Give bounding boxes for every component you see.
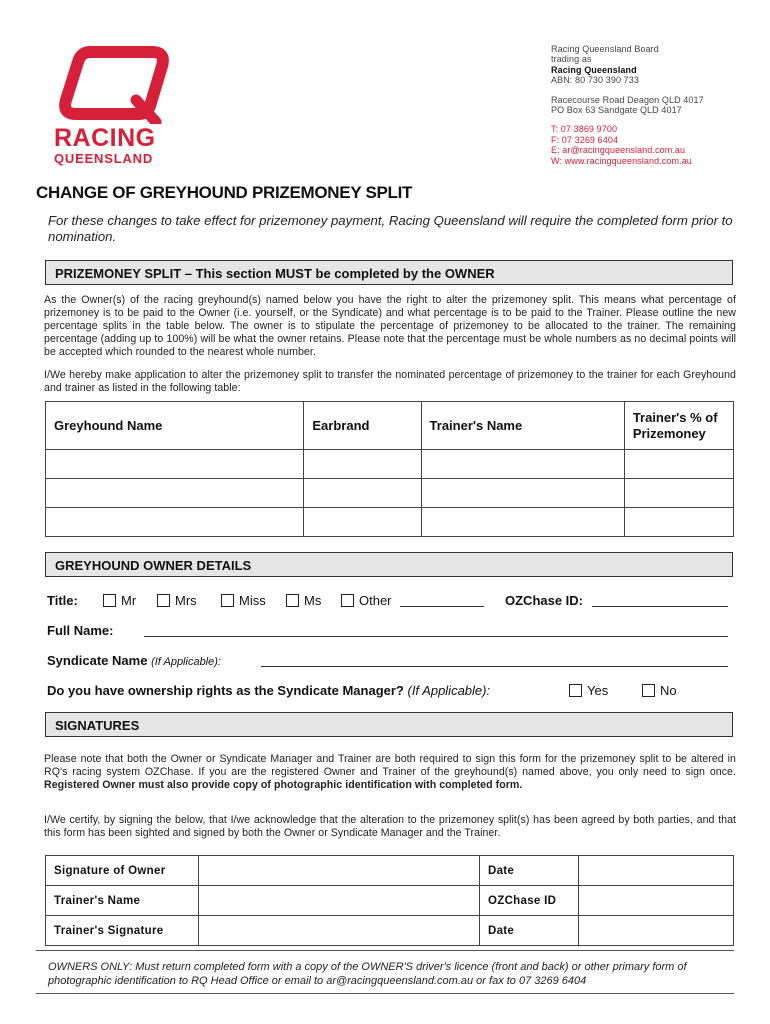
cell-trainers-name[interactable]: [421, 508, 624, 537]
sig-owner-label: Signature of Owner: [46, 856, 199, 886]
contact-abn: ABN: 80 730 390 733: [551, 75, 639, 86]
greyhound-table: [45, 401, 734, 537]
cell-trainers-name[interactable]: [421, 450, 624, 479]
application-statement: I/We hereby make application to alter the prizemoney split to transfer the nominated percentage of prizemoney to the trainer for each Greyhound and trainer as listed in the following table:: [44, 369, 736, 394]
certification-statement: I/We certify, by signing the below, that I/we acknowledge that the alteration to the prizemoney split(s) has been agreed by both parties, and that this form has been sighted and signed by both the Owner or Syndicate Manager and the Trainer.: [44, 814, 736, 839]
table-row: [46, 479, 734, 508]
title-option-other[interactable]: Other: [341, 593, 392, 608]
cell-earbrand[interactable]: [304, 479, 421, 508]
section-owner-details-heading: GREYHOUND OWNER DETAILS: [45, 552, 733, 577]
ozchase-id-field[interactable]: [592, 606, 728, 607]
col-greyhound-name: Greyhound Name: [46, 402, 304, 450]
table-row: [46, 886, 734, 916]
col-trainers-name: Trainer's Name: [421, 402, 624, 450]
syndicate-name-label: Syndicate Name (If Applicable):: [47, 653, 221, 668]
full-name-field[interactable]: [144, 636, 728, 637]
syndicate-name-field[interactable]: [261, 666, 728, 667]
prizemoney-explanation: As the Owner(s) of the racing greyhound(s) named below you have the right to alter the prizemoney split. This means what percentage of prizemoney is to be paid to the Owner (i.e. yourself, or the Syndicate) and what percentage is to be paid to the Trainer. Please outline the new percentage splits in the table below. The owner is to stipulate the percentage of prizemoney to be allocated to the trainer. The remaining percentage (adding up to 100%) will be what the owner retains. Please note that the percentage must be whole numbers as no decimal points will be accepted which rounded to the nearest whole number.: [44, 294, 736, 358]
contact-name: Racing Queensland: [551, 64, 637, 75]
cell-trainer-percent[interactable]: [624, 479, 733, 508]
signatures-table: [45, 855, 734, 946]
manager-option-yes[interactable]: Yes: [569, 683, 608, 698]
sig-owner-field[interactable]: [199, 856, 480, 886]
table-header-row: [46, 402, 734, 450]
ozchase-id-label: OZChase ID:: [505, 593, 584, 608]
section-prizemoney-split-heading: PRIZEMONEY SPLIT – This section MUST be completed by the OWNER: [45, 260, 733, 285]
title-option-ms[interactable]: Ms: [286, 593, 321, 608]
trainer-date-label: Date: [480, 916, 579, 946]
sig-owner-date-field[interactable]: [579, 856, 734, 886]
form-title: CHANGE OF GREYHOUND PRIZEMONEY SPLIT: [36, 183, 413, 202]
trainer-signature-field[interactable]: [199, 916, 480, 946]
footer-bottom-divider: [36, 993, 734, 994]
contact-email[interactable]: E: ar@racingqueensland.com.au: [551, 145, 686, 156]
trainer-name-label: Trainer's Name: [46, 886, 199, 916]
contact-trading-as: trading as: [551, 54, 592, 65]
checkbox-mr[interactable]: [103, 594, 116, 607]
cell-greyhound-name[interactable]: [46, 479, 304, 508]
title-option-mr[interactable]: Mr: [103, 593, 136, 608]
checkbox-miss[interactable]: [221, 594, 234, 607]
contact-board: Racing Queensland Board: [551, 44, 659, 54]
checkbox-other[interactable]: [341, 594, 354, 607]
checkbox-no[interactable]: [642, 684, 655, 697]
cell-earbrand[interactable]: [304, 508, 421, 537]
title-option-miss[interactable]: Miss: [221, 593, 266, 608]
logo-text-queensland: QUEENSLAND: [54, 151, 154, 166]
signatures-note: Please note that both the Owner or Syndicate Manager and Trainer are both required to sign this form for the prizemoney split to be altered in RQ's racing system OZChase. If you are the registered Owner and Trainer of the greyhound(s) named above, you only need to sign once. Registered Owner must also provide copy of photographic identification with completed form.: [44, 753, 736, 791]
checkbox-ms[interactable]: [286, 594, 299, 607]
cell-trainer-percent[interactable]: [624, 450, 733, 479]
cell-trainers-name[interactable]: [421, 479, 624, 508]
cell-trainer-percent[interactable]: [624, 508, 733, 537]
title-label: Title:: [47, 593, 78, 608]
contact-phone: T: 07 3869 9700: [551, 124, 618, 135]
trainer-date-field[interactable]: [579, 916, 734, 946]
syndicate-note: (If Applicable):: [151, 656, 221, 668]
col-earbrand: Earbrand: [304, 402, 421, 450]
trainer-name-field[interactable]: [199, 886, 480, 916]
checkbox-yes[interactable]: [569, 684, 582, 697]
contact-web[interactable]: W: www.racingqueensland.com.au: [551, 155, 692, 166]
footer-divider: [36, 950, 734, 951]
manager-option-no[interactable]: No: [642, 683, 677, 698]
table-row: [46, 450, 734, 479]
section-signatures-heading: SIGNATURES: [45, 712, 733, 737]
cell-earbrand[interactable]: [304, 450, 421, 479]
contact-block: [551, 44, 704, 166]
contact-fax: F: 07 3269 6404: [551, 134, 619, 145]
intro-text: For these changes to take effect for prizemoney payment, Racing Queensland will require the completed form prior to nomination.: [48, 213, 733, 244]
footer-note: OWNERS ONLY: Must return completed form with a copy of the OWNER'S driver's licence (front and back) or other primary form of photographic identification to RQ Head Office or email to ar@racingqueensland.com.au or fax to 07 3269 6404: [48, 961, 687, 987]
trainer-ozchase-field[interactable]: [579, 886, 734, 916]
trainer-ozchase-label: OZChase ID: [480, 886, 579, 916]
col-trainer-percent: Trainer's % of Prizemoney: [624, 402, 733, 450]
table-row: [46, 508, 734, 537]
table-row: [46, 856, 734, 886]
syndicate-manager-question: Do you have ownership rights as the Syndicate Manager? (If Applicable):: [47, 683, 491, 698]
sig-owner-date-label: Date: [480, 856, 579, 886]
other-title-field[interactable]: [400, 606, 484, 607]
trainer-signature-label: Trainer's Signature: [46, 916, 199, 946]
checkbox-mrs[interactable]: [157, 594, 170, 607]
contact-address1: Racecourse Road Deagon QLD 4017: [551, 94, 704, 105]
full-name-label: Full Name:: [47, 623, 114, 638]
table-row: [46, 916, 734, 946]
cell-greyhound-name[interactable]: [46, 508, 304, 537]
racing-queensland-logo: [52, 44, 182, 169]
logo-q-mark-icon: [52, 44, 182, 124]
contact-address2: PO Box 63 Sandgate QLD 4017: [551, 105, 682, 116]
logo-text-racing: RACING: [54, 124, 156, 152]
title-option-mrs[interactable]: Mrs: [157, 593, 197, 608]
cell-greyhound-name[interactable]: [46, 450, 304, 479]
